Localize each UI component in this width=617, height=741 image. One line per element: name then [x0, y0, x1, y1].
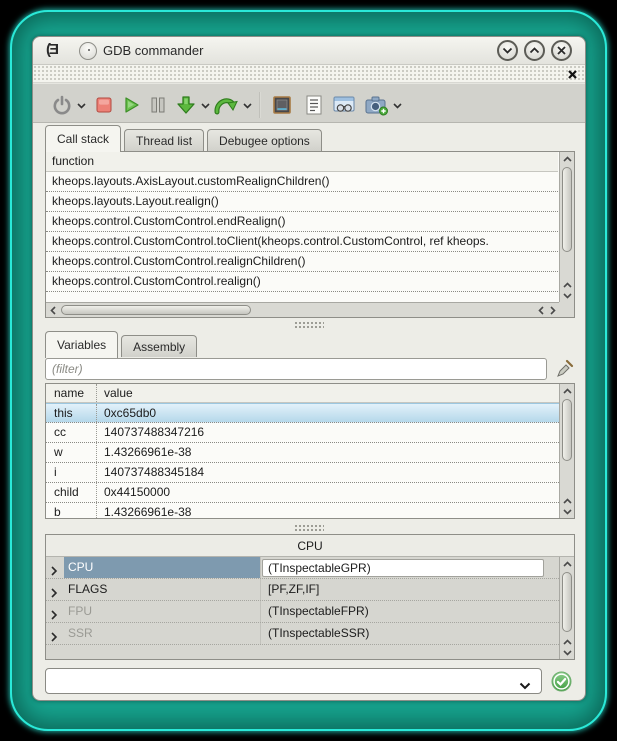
register-value-editor[interactable]: (TInspectableGPR) — [262, 559, 544, 577]
chevron-left-icon — [538, 306, 544, 315]
callstack-row[interactable]: kheops.control.CustomControl.realign() — [46, 272, 558, 292]
unshade-button[interactable] — [524, 40, 545, 61]
chevron-up-icon — [563, 282, 572, 288]
column-divider — [96, 404, 97, 422]
scrollbar-thumb[interactable] — [562, 572, 572, 632]
variable-name: cc — [54, 425, 66, 439]
app-logo-icon: (Ǝ — [46, 41, 57, 58]
chevron-up-icon — [563, 388, 572, 394]
chevron-down-icon — [243, 103, 252, 109]
column-divider — [96, 503, 97, 519]
power-icon — [51, 94, 73, 116]
chevron-up-icon — [563, 561, 572, 567]
splitter-grip-icon — [294, 524, 324, 531]
cpu-memory-button[interactable] — [269, 92, 295, 118]
column-divider — [260, 601, 261, 622]
scrollbar-thumb[interactable] — [61, 305, 251, 315]
chevron-down-icon — [563, 650, 572, 656]
callstack-vertical-scrollbar[interactable] — [559, 152, 574, 302]
scrollbar-thumb[interactable] — [562, 167, 572, 252]
variable-row[interactable] — [46, 423, 559, 443]
broom-icon — [555, 359, 574, 378]
register-value: [PF,ZF,IF] — [268, 582, 320, 596]
close-icon — [557, 46, 566, 55]
pause-icon — [150, 96, 166, 114]
column-divider — [96, 463, 97, 482]
splitter[interactable] — [33, 319, 585, 329]
column-divider — [96, 443, 97, 462]
scroll-right-button[interactable] — [547, 304, 558, 317]
send-command-button[interactable] — [551, 671, 572, 692]
step-into-button[interactable] — [173, 92, 199, 118]
column-divider — [260, 623, 261, 644]
variables-vertical-scrollbar[interactable] — [559, 384, 574, 518]
callstack-row[interactable]: kheops.layouts.Layout.realign() — [46, 192, 558, 212]
column-header-value[interactable]: value — [104, 386, 133, 400]
chevron-down-icon — [563, 509, 572, 515]
chevron-right-icon — [550, 306, 556, 315]
column-divider — [260, 579, 261, 600]
variable-row[interactable] — [46, 443, 559, 463]
register-row[interactable] — [46, 623, 559, 645]
step-over-dropdown-button[interactable] — [241, 102, 253, 110]
variable-row[interactable] — [46, 483, 559, 503]
instruction-list-button[interactable] — [301, 92, 327, 118]
chevron-down-icon — [502, 47, 513, 54]
cpu-chip-icon — [271, 94, 293, 116]
variable-name: this — [54, 406, 73, 420]
splitter[interactable] — [33, 522, 585, 532]
callstack-row[interactable]: kheops.control.CustomControl.realignChildren() — [46, 252, 558, 272]
register-row[interactable] — [46, 579, 559, 601]
chevron-down-icon — [563, 293, 572, 299]
chevron-down-icon — [393, 103, 402, 109]
power-button[interactable] — [49, 92, 75, 118]
chevron-up-icon — [563, 156, 572, 162]
cpu-inspector-panel — [45, 534, 575, 660]
scroll-up-button[interactable] — [561, 558, 574, 570]
chevron-left-icon — [50, 306, 56, 315]
chevron-up-icon — [563, 498, 572, 504]
variables-tabbar — [45, 330, 197, 357]
callstack-row[interactable]: kheops.layouts.AxisLayout.customRealignChildren() — [46, 172, 558, 192]
register-value: (TInspectableSSR) — [268, 626, 370, 640]
variable-value: 0xc65db0 — [104, 406, 157, 420]
close-icon — [568, 70, 577, 79]
variable-name: w — [54, 445, 63, 459]
tab-call-stack[interactable]: Call stack — [45, 125, 121, 152]
expander-icon[interactable] — [50, 585, 60, 595]
callstack-horizontal-scrollbar[interactable] — [46, 302, 559, 317]
register-label: SSR — [68, 626, 93, 640]
debug-toolbar — [33, 83, 585, 123]
register-label: FPU — [68, 604, 92, 618]
register-label: CPU — [64, 557, 260, 578]
filter-input[interactable] — [45, 358, 547, 380]
chevron-up-icon — [563, 639, 572, 645]
play-icon — [121, 95, 141, 115]
scroll-down-button[interactable] — [561, 647, 574, 658]
watch-window-button[interactable] — [331, 92, 357, 118]
register-row[interactable] — [46, 601, 559, 623]
combobox-dropdown-button[interactable] — [519, 677, 533, 687]
tab-thread-list[interactable]: Thread list — [124, 129, 204, 151]
run-button[interactable] — [118, 92, 144, 118]
scroll-up-button[interactable] — [561, 636, 574, 647]
pause-button[interactable] — [145, 92, 171, 118]
gdb-commander-window — [32, 36, 586, 701]
register-value: (TInspectableFPR) — [268, 604, 369, 618]
variable-name: child — [54, 485, 79, 499]
shade-button[interactable] — [497, 40, 518, 61]
chevron-up-icon — [529, 47, 540, 54]
variable-value: 140737488345184 — [104, 465, 205, 479]
dock-close-button[interactable] — [565, 65, 579, 83]
window-menu-button[interactable] — [79, 42, 97, 60]
column-divider — [96, 483, 97, 502]
scroll-up-button[interactable] — [561, 495, 574, 506]
splitter-grip-icon — [294, 321, 324, 328]
window-title: GDB commander — [103, 43, 204, 58]
titlebar[interactable] — [33, 37, 585, 65]
variable-row[interactable] — [46, 463, 559, 483]
tab-assembly[interactable]: Assembly — [121, 335, 197, 357]
callstack-column-header[interactable]: function — [46, 152, 558, 172]
column-header-name[interactable]: name — [54, 386, 85, 400]
command-input[interactable] — [50, 670, 510, 692]
power-dropdown-button[interactable] — [75, 102, 87, 110]
stop-icon — [95, 96, 113, 114]
toolbar-dock-handle[interactable] — [33, 65, 585, 83]
register-row[interactable] — [46, 557, 559, 579]
scrollbar-thumb[interactable] — [562, 399, 572, 461]
variable-name: i — [54, 465, 57, 479]
chevron-down-icon — [201, 103, 210, 109]
cpu-panel-title: CPU — [46, 535, 574, 557]
chevron-down-icon — [77, 103, 86, 109]
variables-table — [45, 383, 575, 519]
expander-icon[interactable] — [50, 607, 60, 617]
column-divider[interactable] — [96, 384, 97, 402]
scrollbar-corner — [559, 302, 574, 317]
variables-table-header — [46, 384, 559, 403]
variable-value: 0x44150000 — [104, 485, 171, 499]
expander-icon[interactable] — [50, 629, 60, 639]
step-over-button[interactable] — [213, 92, 239, 118]
window-close-button[interactable] — [551, 40, 572, 61]
stop-button[interactable] — [91, 92, 117, 118]
scroll-down-button[interactable] — [561, 290, 574, 301]
check-ok-icon — [551, 671, 572, 692]
cpu-vertical-scrollbar[interactable] — [559, 557, 574, 659]
variable-value: 140737488347216 — [104, 425, 205, 439]
callstack-panel — [45, 151, 575, 318]
variable-value: 1.43266961e-38 — [104, 505, 192, 519]
scroll-up-button[interactable] — [561, 153, 574, 165]
snapshot-dropdown-button[interactable] — [391, 102, 403, 110]
variable-row[interactable] — [46, 403, 559, 423]
column-divider — [260, 557, 261, 578]
tab-variables[interactable]: Variables — [45, 331, 118, 358]
scroll-up-button[interactable] — [561, 279, 574, 290]
step-over-icon — [214, 95, 238, 115]
gdb-command-combobox[interactable] — [45, 668, 542, 694]
register-label: FLAGS — [68, 582, 108, 596]
scroll-left-button[interactable] — [535, 304, 546, 317]
tab-debugee-options[interactable]: Debugee options — [207, 129, 322, 151]
watch-window-icon — [332, 94, 356, 116]
scroll-up-button[interactable] — [561, 385, 574, 397]
column-divider — [96, 423, 97, 442]
toolbar-separator — [259, 92, 261, 118]
callstack-row[interactable]: kheops.control.CustomControl.endRealign() — [46, 212, 558, 232]
chevron-down-icon — [519, 682, 531, 690]
variable-name: b — [54, 505, 61, 519]
step-into-icon — [175, 94, 197, 116]
camera-add-icon — [364, 94, 388, 116]
clear-filter-button[interactable] — [553, 357, 575, 379]
callstack-tabbar — [45, 124, 322, 151]
scroll-left-button[interactable] — [47, 304, 59, 317]
variable-row[interactable] — [46, 503, 559, 519]
snapshot-button[interactable] — [363, 92, 389, 118]
callstack-row[interactable]: kheops.control.CustomControl.toClient(kheops.control.CustomControl, ref kheops. — [46, 232, 558, 252]
variable-value: 1.43266961e-38 — [104, 445, 192, 459]
step-into-dropdown-button[interactable] — [199, 102, 211, 110]
scroll-down-button[interactable] — [561, 506, 574, 517]
expander-icon[interactable] — [50, 563, 60, 573]
document-list-icon — [304, 94, 324, 116]
